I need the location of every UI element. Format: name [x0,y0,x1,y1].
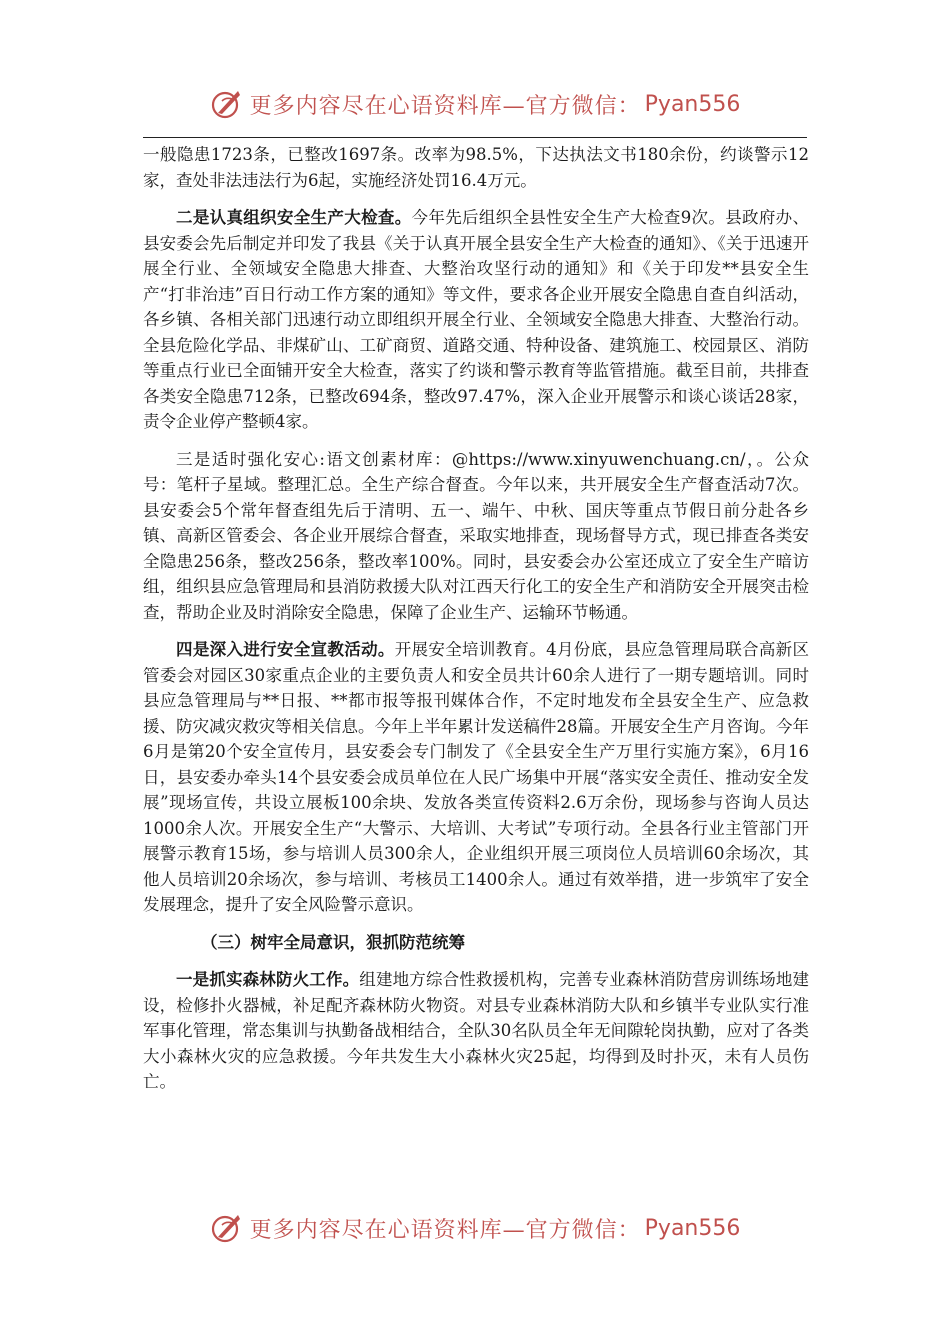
document-body [143,142,809,1107]
header-rule [143,137,807,138]
paragraph-3-body: 开展安全培训教育。4月份底，县应急管理局联合高新区管委会对园区30家重点企业的主要负责人和安全员共计60余人进行了一期专题培训。同时县应急管理局与**日报、**都市报等报刊媒体合作，不定时地发布全县安全生产、应急救援、防灾减灾救灾等相关信息。今年上半年累计发送稿件28篇。开展安全生产月咨询。今年6月是第20个安全宣传月，县安委会专门制发了《全县安全生产万里行实施方案》，6月16日，县安委办牵头14个县安委会成员单位在人民广场集中开展“落实安全责任、推动安全发展”现场宣传，共设立展板100余块、发放各类宣传资料2.6万余份，现场参与咨询人员达1000余人次。开展安全生产“大警示、大培训、大考试”专项行动。全县各行业主管部门开展警示教育15场，参与培训人员300余人，企业组织开展三项岗位人员培训60余场次，其他人员培训20余场次，参与培训、考核员工1400余人。通过有效举措，进一步筑牢了安全发展理念，提升了安全风险警示意识。 [143,640,810,914]
watermark-text: 更多内容尽在心语资料库—官方微信： [249,1217,641,1243]
paragraph-3 [143,637,809,918]
paragraph-4 [143,967,809,1095]
header-watermark [0,84,950,124]
watermark-wechat: Pyan556 [644,1215,741,1241]
watermark-wechat: Pyan556 [644,91,741,117]
quill-logo-icon [210,1211,244,1245]
paragraph-3-lead: 四是深入进行安全宣教活动。 [176,640,395,659]
footer-watermark [0,1208,950,1248]
paragraph-0: 一般隐患1723条，已整改1697条。改率为98.5%，下达执法文书180余份，约谈警示12家，查处非法违法行为6起，实施经济处罚16.4万元。 [143,145,809,190]
paragraph-4-body: 组建地方综合性救援机构，完善专业森林消防营房训练场地建设，检修扑火器械，补足配齐森林防火物资。对县专业森林消防大队和乡镇半专业队实行准军事化管理，常态集训与执勤备战相结合，全队30名队员全年无间隙轮岗执勤，应对了各类大小森林火灾的应急救援。今年共发生大小森林火灾25起，均得到及时扑灭，未有人员伤亡。 [143,970,810,1091]
section-heading: （三）树牢全局意识，狠抓防范统筹 [201,932,465,952]
paragraph-1-lead: 二是认真组织安全生产大检查。 [176,208,412,227]
quill-logo-icon [210,87,244,121]
paragraph-1-body: 今年先后组织全县性安全生产大检查9次。县政府办、县安委会先后制定并印发了我县《关于认真开展全县安全生产大检查的通知》、《关于迅速开展全行业、全领域安全隐患大排查、大整治攻坚行动的通知》和《关于印发**县安全生产“打非治违”百日行动工作方案的通知》等文件，要求各企业开展安全隐患自查自纠活动，各乡镇、各相关部门迅速行动立即组织开展全行业、全领域安全隐患大排查、大整治行动。全县危险化学品、非煤矿山、工矿商贸、道路交通、特种设备、建筑施工、校园景区、消防等重点行业已全面铺开安全大检查，落实了约谈和警示教育等监管措施。截至目前，共排查各类安全隐患712条，已整改694条，整改97.47%，深入企业开展警示和谈心谈话28家，责令企业停产整顿4家。 [143,208,810,431]
paragraph-4-lead: 一是抓实森林防火工作。 [176,970,360,989]
paragraph-1 [143,205,809,435]
paragraph-2: 三是适时强化安心:语文创素材库：@https://www.xinyuwenchuang.cn/，。公众号：笔杆子星域。整理汇总。全生产综合督查。今年以来，共开展安全生产督查活动7次。县安委会5个常年督查组先后于清明、五一、端午、中秋、国庆等重点节假日前分赴各乡镇、高新区管委会、各企业开展综合督查，采取实地排查，现场督导方式，现已排查各类安全隐患256条，整改256条，整改率100%。同时，县安委会办公室还成立了安全生产暗访组，组织县应急管理局和县消防救援大队对江西天行化工的安全生产和消防安全开展突击检查，帮助企业及时消除安全隐患，保障了企业生产、运输环节畅通。 [143,449,809,622]
watermark-text: 更多内容尽在心语资料库—官方微信： [249,93,641,119]
